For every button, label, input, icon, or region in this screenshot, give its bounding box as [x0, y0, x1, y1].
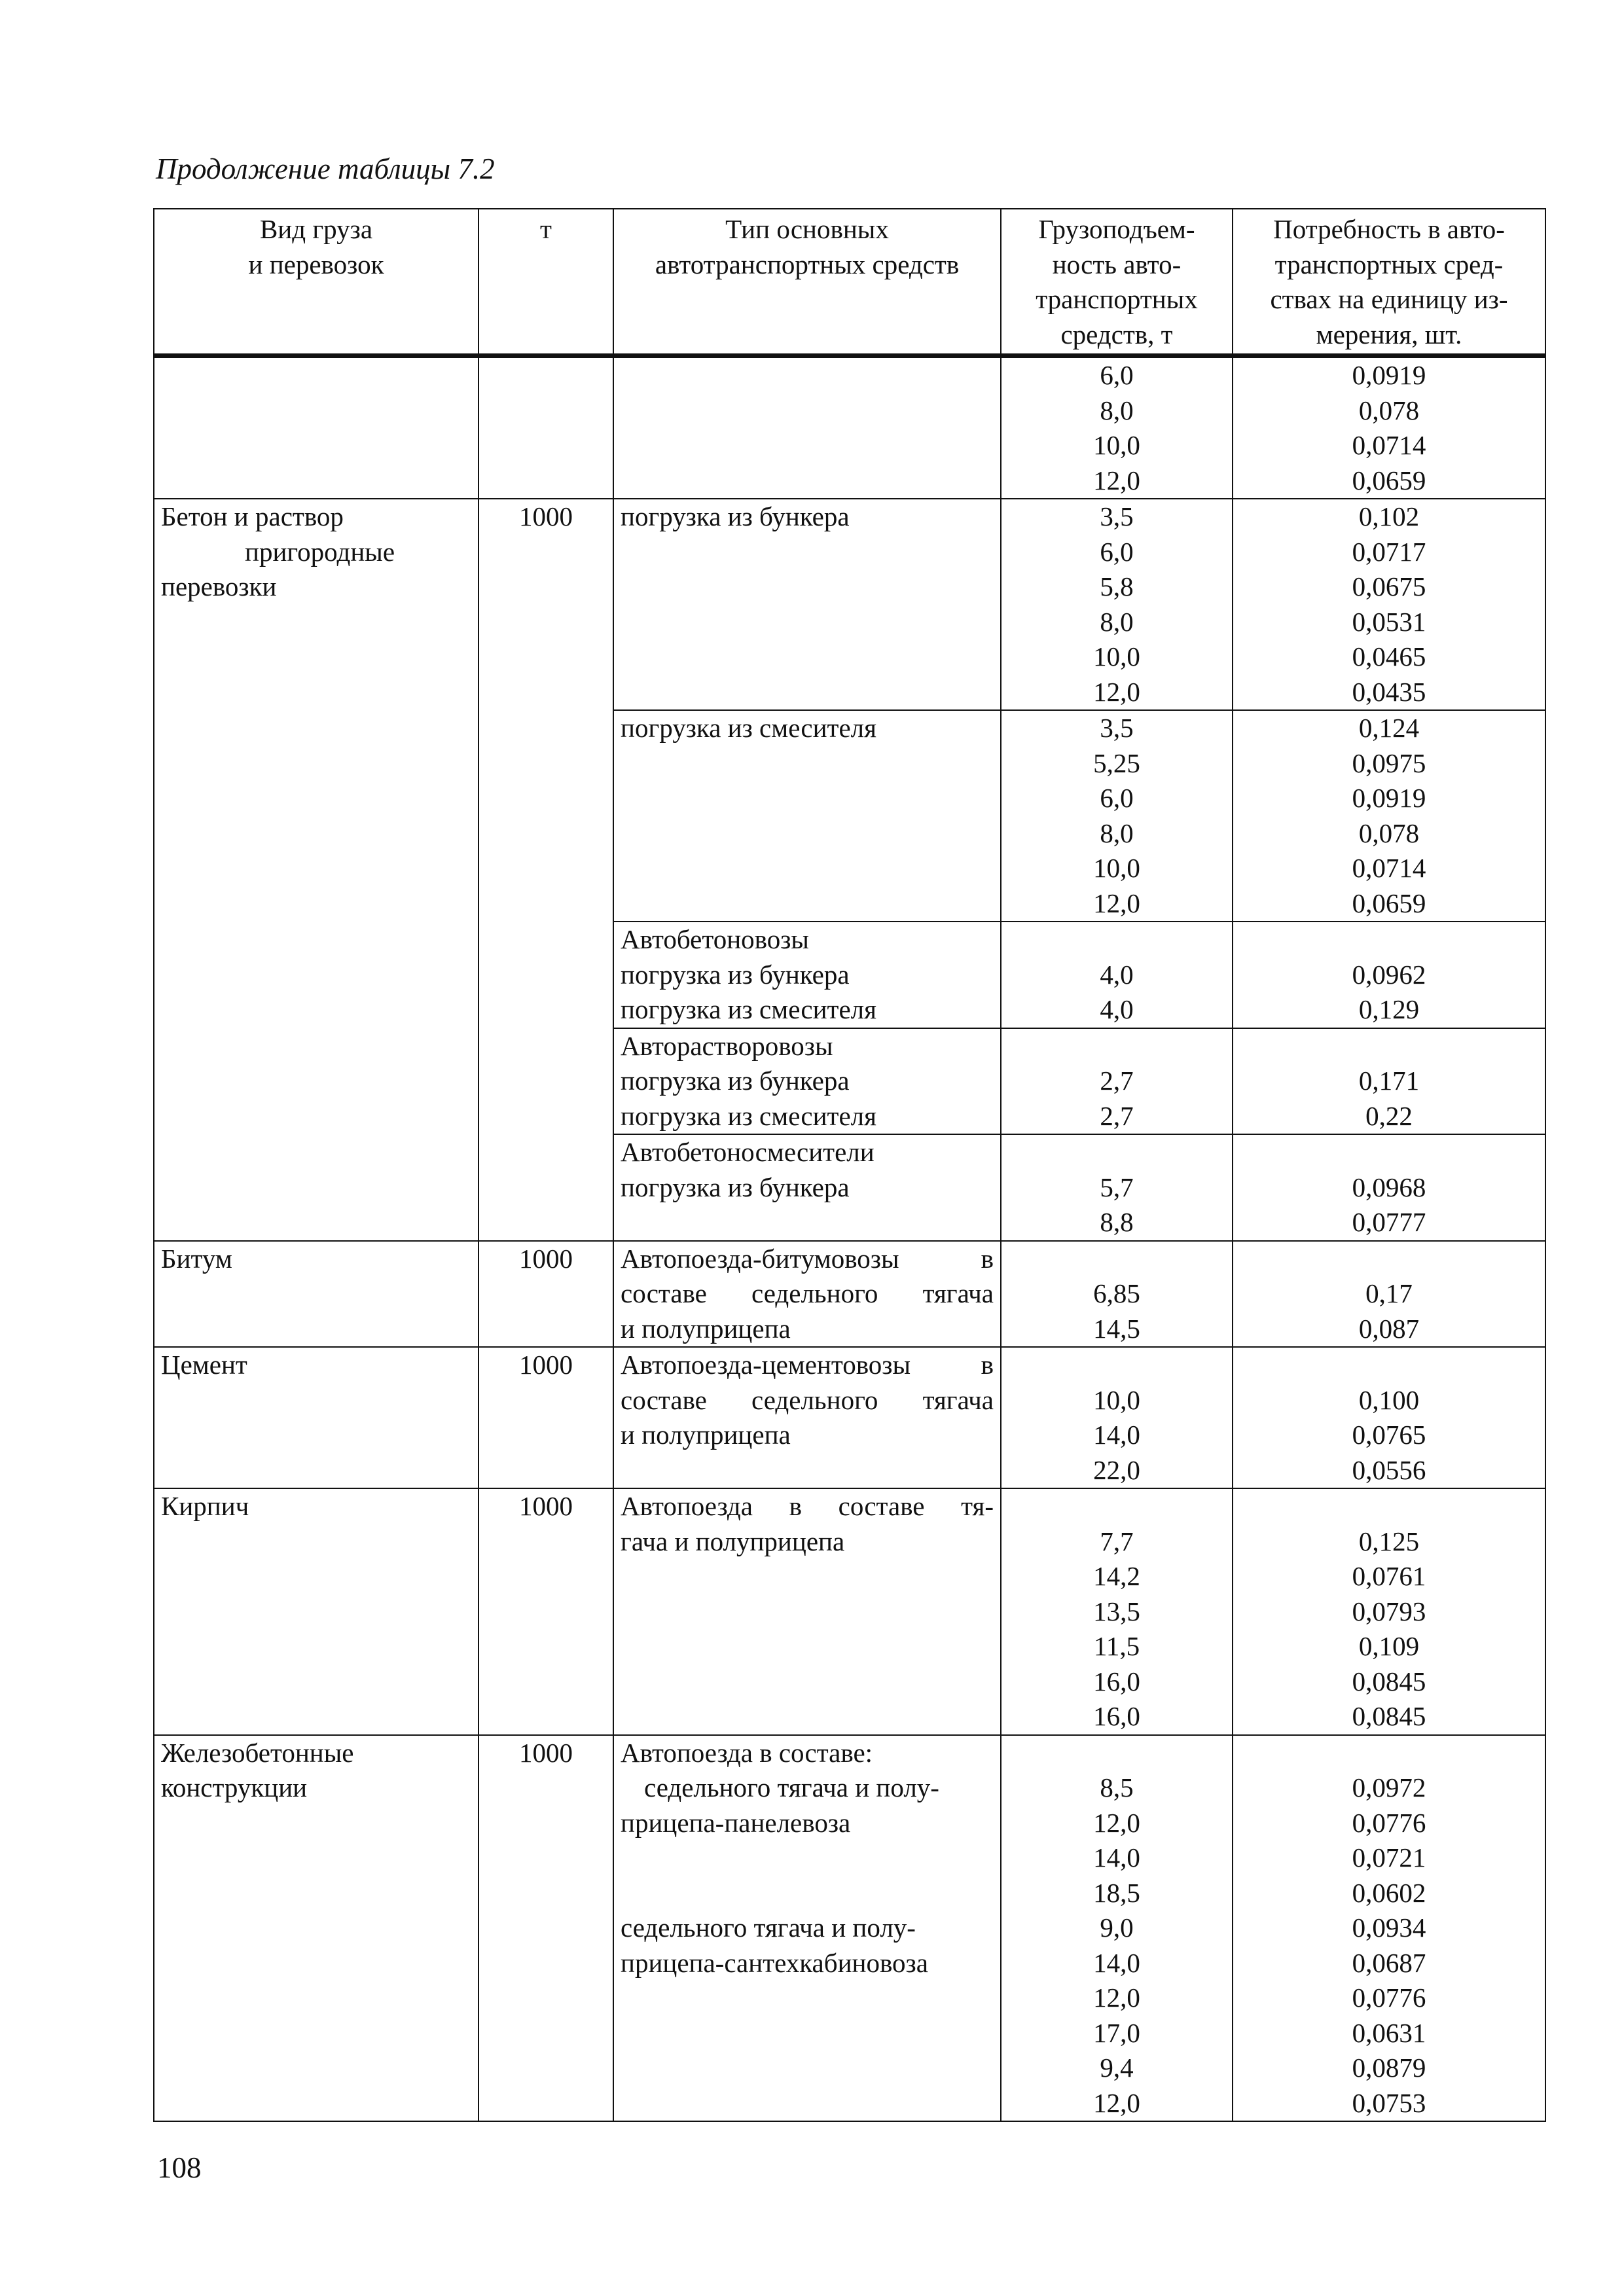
vehicle-type-cell: погрузка из бункера [613, 499, 1001, 710]
table-row [154, 1488, 1545, 1735]
cargo-name-cell: Железобетонные конструкции [154, 1735, 478, 2122]
table-row [154, 499, 1545, 710]
unit-cell: 1000 [478, 1347, 613, 1488]
vehicle-type-cell: Автопоезда в составе: седельного тягача и полу- прицепа-панелевоза седельного тягача и полу- прицепа-сантехкабиновоза [613, 1735, 1001, 2122]
need-cell: 0,125 0,0761 0,0793 0,109 0,0845 0,0845 [1233, 1488, 1545, 1735]
table-header-row [154, 209, 1545, 356]
table-row [154, 1735, 1545, 2122]
unit-cell: 1000 [478, 1241, 613, 1348]
table-row [154, 356, 1545, 499]
cargo-name-cell: Кирпич [154, 1488, 478, 1735]
vehicle-type-cell: Автопоезда-битумовозы в составе седельного тягача и полуприцепа [613, 1241, 1001, 1348]
need-cell: 0,102 0,0717 0,0675 0,0531 0,0465 0,0435 [1233, 499, 1545, 710]
capacity-cell: 5,7 8,8 [1001, 1134, 1233, 1241]
capacity-cell: 6,85 14,5 [1001, 1241, 1233, 1348]
capacity-cell: 10,0 14,0 22,0 [1001, 1347, 1233, 1488]
cargo-name-cell: Битум [154, 1241, 478, 1348]
need-cell: 0,100 0,0765 0,0556 [1233, 1347, 1545, 1488]
page-number: 108 [157, 2151, 202, 2184]
vehicle-type-cell: погрузка из смесителя [613, 710, 1001, 922]
capacity-cell: 6,0 8,0 10,0 12,0 [1001, 356, 1233, 499]
vehicle-requirements-table [153, 208, 1546, 2122]
header-capacity: Грузоподъем- ность авто- транспортных средств, т [1001, 209, 1233, 356]
need-cell: 0,0919 0,078 0,0714 0,0659 [1233, 356, 1545, 499]
vehicle-type-cell: Автопоезда в составе тя- гача и полуприцепа [613, 1488, 1001, 1735]
table-row [154, 1347, 1545, 1488]
need-cell: 0,171 0,22 [1233, 1028, 1545, 1135]
need-cell: 0,0968 0,0777 [1233, 1134, 1545, 1241]
capacity-cell: 7,7 14,2 13,5 11,5 16,0 16,0 [1001, 1488, 1233, 1735]
table-row [154, 1241, 1545, 1348]
capacity-cell: 3,5 6,0 5,8 8,0 10,0 12,0 [1001, 499, 1233, 710]
header-unit: т [478, 209, 613, 356]
unit-cell: 1000 [478, 499, 613, 1241]
capacity-cell: 4,0 4,0 [1001, 922, 1233, 1028]
need-cell: 0,0962 0,129 [1233, 922, 1545, 1028]
cargo-name-cell: Цемент [154, 1347, 478, 1488]
header-cargo: Вид груза и перевозок [154, 209, 478, 356]
unit-cell: 1000 [478, 1735, 613, 2122]
vehicle-type-cell: Авторастворовозы погрузка из бункера погрузка из смесителя [613, 1028, 1001, 1135]
need-cell: 0,0972 0,0776 0,0721 0,0602 0,0934 0,0687 0,0776 0,0631 0,0879 0,0753 [1233, 1735, 1545, 2122]
vehicle-type-cell: Автобетоновозы погрузка из бункера погрузка из смесителя [613, 922, 1001, 1028]
capacity-cell: 3,5 5,25 6,0 8,0 10,0 12,0 [1001, 710, 1233, 922]
need-cell: 0,17 0,087 [1233, 1241, 1545, 1348]
capacity-cell: 8,5 12,0 14,0 18,5 9,0 14,0 12,0 17,0 9,4 12,0 [1001, 1735, 1233, 2122]
table-caption: Продолжение таблицы 7.2 [156, 152, 495, 185]
vehicle-type-cell: Автобетоносмесители погрузка из бункера [613, 1134, 1001, 1241]
header-need: Потребность в авто- транспортных сред- ствах на единицу из- мерения, шт. [1233, 209, 1545, 356]
unit-cell: 1000 [478, 1488, 613, 1735]
capacity-cell: 2,7 2,7 [1001, 1028, 1233, 1135]
vehicle-type-cell: Автопоезда-цементовозы в составе седельного тягача и полуприцепа [613, 1347, 1001, 1488]
header-vehicle-type: Тип основных автотранспортных средств [613, 209, 1001, 356]
need-cell: 0,124 0,0975 0,0919 0,078 0,0714 0,0659 [1233, 710, 1545, 922]
cargo-name-cell: Бетон и раствор пригородные перевозки [154, 499, 478, 1241]
